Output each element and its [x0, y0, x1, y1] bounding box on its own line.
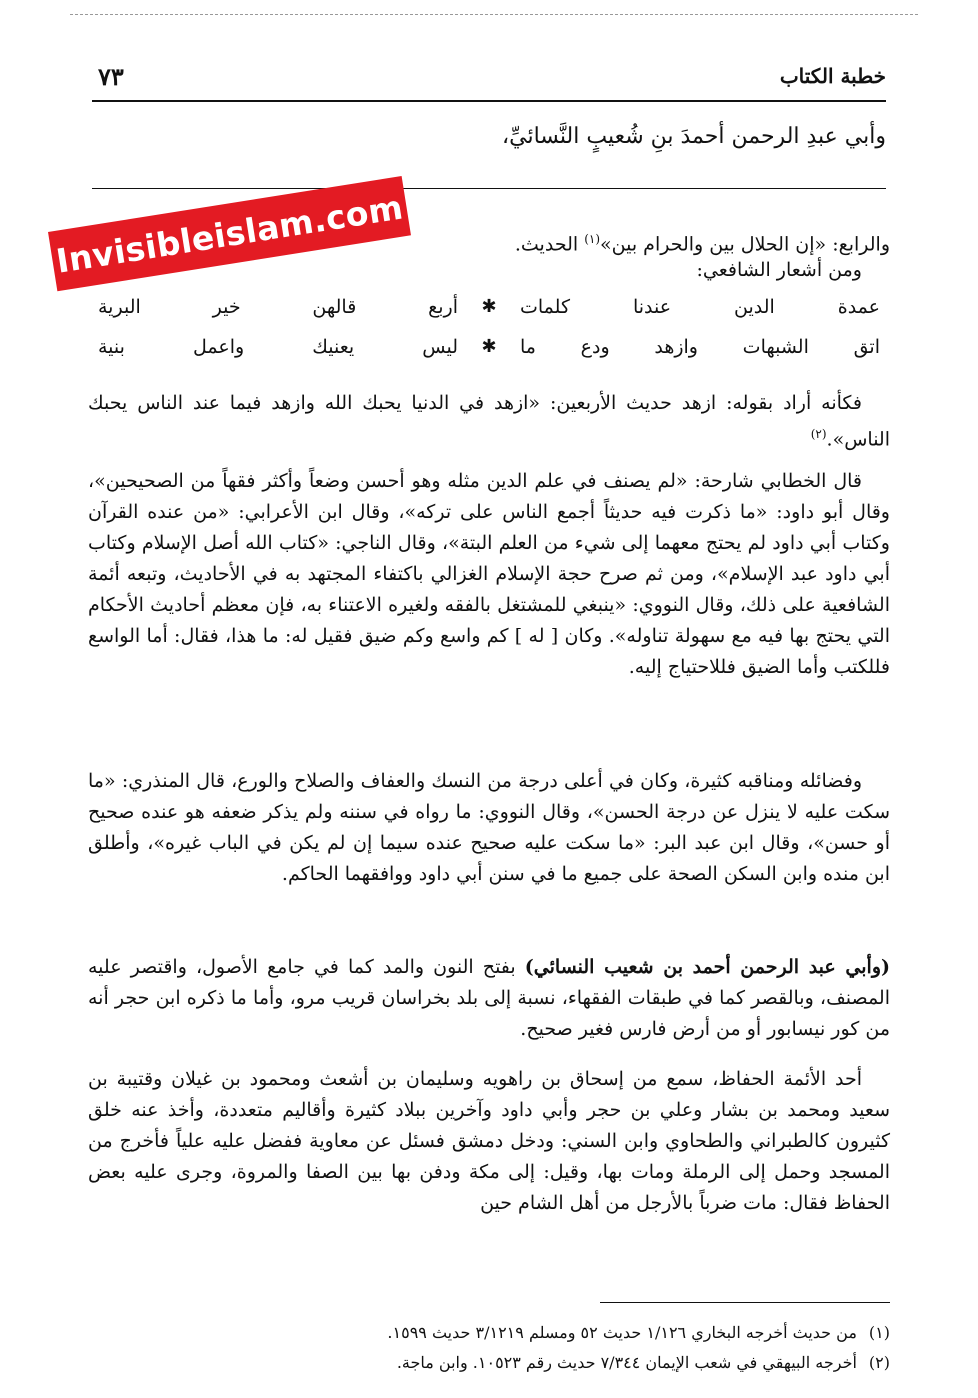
- paragraph-zuhd: فكأنه أراد بقوله: ازهد حديث الأربعين: «ازهد في الدنيا يحبك الله وازهد فيما عند الناس يحبك الناس».$^{(٢)}$: [88, 392, 890, 451]
- poem-line-2: [98, 336, 880, 376]
- watermark-text: Invisibleislam.com: [53, 186, 406, 281]
- paragraph-poetry-intro: ومن أشعار الشافعي:: [696, 259, 862, 281]
- paragraph-khattabi: قال الخطابي شارحة: «لم يصنف في علم الدين مثله وهو أحسن وضعاً وأكثر فقهاً من الصحيحين»، وقال أبو داود: «ما ذكرت فيه حديثاً أجمع الناس على تركه»، وقال ابن الأعرابي: «من عنده القرآن وكتاب أبي داود لم يحتج معهما إلى شيء من العلم البتة»، وقال الناجي: «كتاب الله أصل الإسلام وكتاب أبي داود عبد الإسلام»، ومن ثم صرح حجة الإسلام الغزالي باكتفاء المجتهد به في الأحاديث، وتبعه أئمة الشافعية على ذلك، وقال النووي: «ينبغي للمشتغل بالفقه ولغيره الاعتناء به، فإن معظم أحاديث الأحكام التي يحتج بها فيه مع سهولة تناوله». وكان [ له ] كم واسع وكم ضيق فقيل له: ما هذا، فقال: أما الواسع فللكتب وأما الضيق فللاحتياج إليه.: [88, 470, 890, 678]
- paragraph-nasai: (وأبي عبد الرحمن أحمد بن شعيب النسائي) بفتح النون والمد كما في جامع الأصول، واقتصر عليه المصنف، وبالقصر كما في طبقات الفقهاء، نسبة إلى بلد بخراسان قريب مرو، وأما ما ذكره ابن حجر أنه من كور نيسابور أو من أرض فارس فغير صحيح.: [88, 956, 890, 1040]
- footnote-ref-2: (٢): [810, 427, 827, 441]
- footnotes: [88, 1318, 890, 1378]
- chapter-title: خطبة الكتاب: [779, 64, 886, 88]
- matn-quote: (وأبي عبد الرحمن أحمد بن شعيب النسائي): [524, 956, 890, 978]
- page-number: ٧٣: [98, 62, 124, 91]
- poem-line-1: [98, 296, 880, 336]
- header-rule: [92, 100, 886, 102]
- paragraph-hadith: والرابع: «إن الحلال بين والحرام بين»$^{(١)}$ الحديث.: [514, 232, 890, 256]
- footnote-ref-1: (١): [584, 232, 601, 246]
- star-icon: ✱: [481, 296, 497, 317]
- footnote-1: (١)من حديث أخرجه البخاري ١/١٢٦ حديث ٥٢ ومسلم ٣/١٢١٩ حديث ١٥٩٩.: [387, 1323, 890, 1342]
- paragraph-huffaz: أحد الأئمة الحفاظ، سمع من إسحاق بن راهويه وسليمان بن أشعث ومحمود بن غيلان وقتيبة بن سعيد ومحمد بن بشار وعلي بن حجر وأبي داود وآخرين ببلاد كثيرة وأقاليم متعددة، وأخذ عنه خلق كثيرون كالطبراني والطحاوي وابن السني: ودخل دمشق فسئل عن معاوية ففضل عليه علياً فأخرج من المسجد وحمل إلى الرملة ومات بها، وقيل: إلى مكة ودفن بها بين الصفا والمروة، وجرى عليه بعض الحفاظ فقال: مات ضرباً بالأرجل من أهل الشام حين: [88, 1068, 890, 1214]
- page-header: [92, 62, 886, 98]
- paragraph-fadail: وفضائله ومناقبه كثيرة، وكان في أعلى درجة من النسك والعفاف والصلاح والورع، قال المنذري: «ما سكت عليه لا ينزل عن درجة الحسن»، وقال النووي: ما رواه في سننه ولم يذكر ضعفه هو عنده صحيح أو حسن»، وقال ابن عبد البر: «ما سكت عليه صحيح عنده سيما إن لم يكن في الباب غيره»، وأطلق ابن منده وابن السكن الصحة على جميع ما في سنن أبي داود ووافقهما الحاكم.: [88, 770, 890, 885]
- poem-hemistich: أربع قالهن خير البرية: [98, 296, 458, 318]
- footnote-2: (٢)أخرجه البيهقي في شعب الإيمان ٧/٣٤٤ حديث رقم ١٠٥٢٣. وابن ماجة.: [396, 1353, 890, 1372]
- poem-hemistich: ليس يعنيك واعمل بنية: [98, 336, 458, 358]
- scan-edge: [70, 14, 918, 15]
- poem-hemistich: اتق الشبهات وازهد ودع ما: [520, 336, 880, 358]
- matn-separator: [92, 188, 886, 189]
- star-icon: ✱: [481, 336, 497, 357]
- footnote-rule: [600, 1302, 890, 1303]
- poem: [98, 296, 880, 376]
- poem-hemistich: عمدة الدين عندنا كلمات: [520, 296, 880, 318]
- matn-text: وأبي عبدِ الرحمن أحمدَ بنِ شُعيبٍ النَّسائيِّ،: [502, 124, 886, 149]
